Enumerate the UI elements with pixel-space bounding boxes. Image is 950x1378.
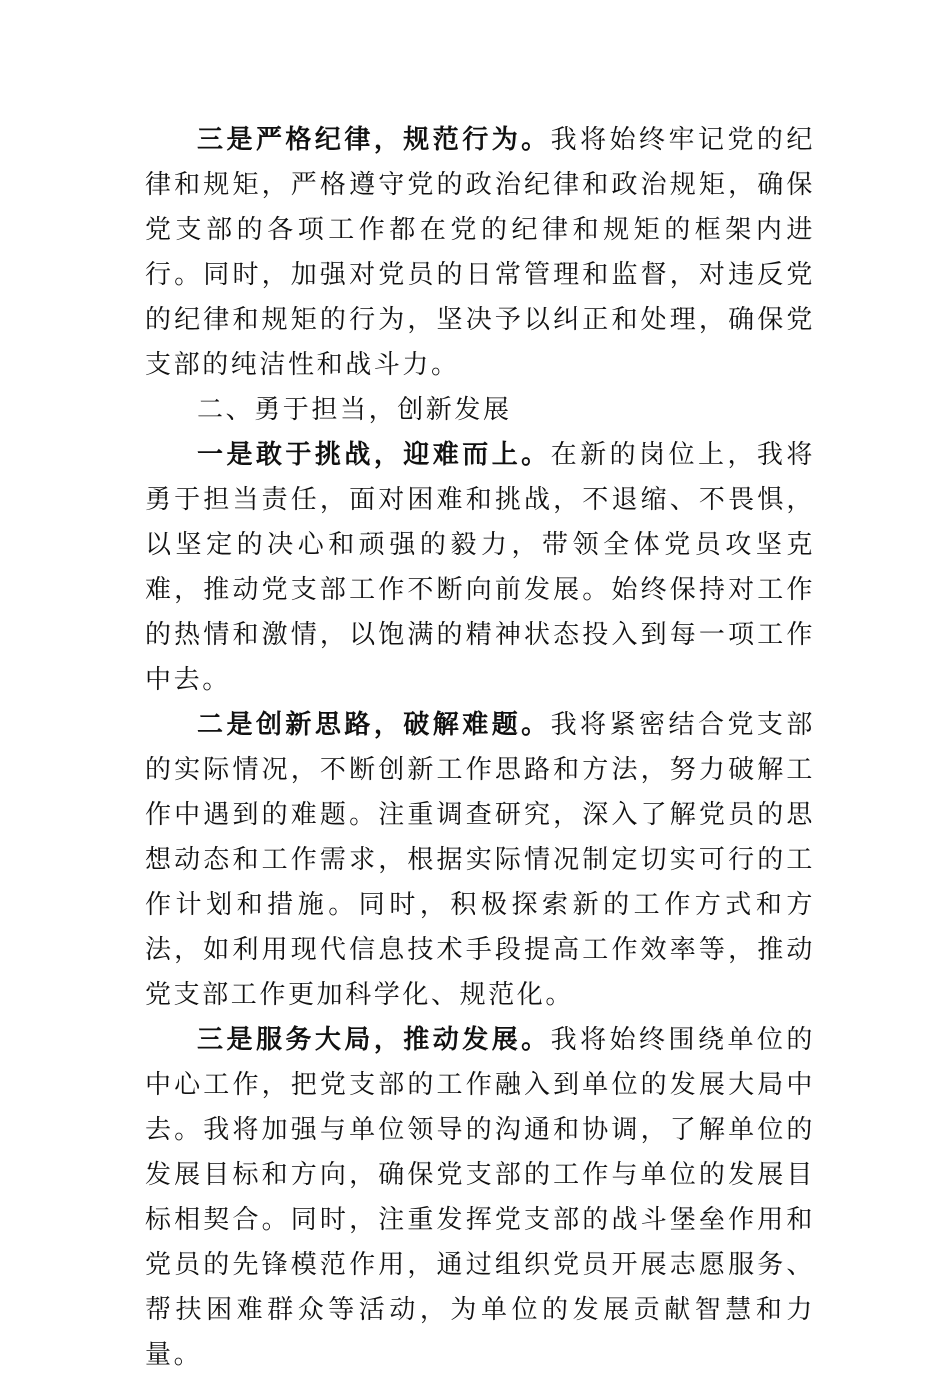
paragraph-lead: 三是严格纪律，规范行为。 (197, 125, 551, 155)
paragraph-lead: 一是敢于挑战，迎难而上。 (197, 440, 551, 470)
paragraph-serve-overall (145, 1018, 815, 1378)
paragraph-dare-challenge (145, 433, 815, 703)
paragraph-lead: 三是服务大局，推动发展。 (197, 1025, 551, 1055)
paragraph-lead: 二是创新思路，破解难题。 (197, 710, 551, 740)
paragraph-body: 我将始终牢记党的纪律和规矩，严格遵守党的政治纪律和政治规矩，确保党支部的各项工作都在党的纪律和规矩的框架内进行。同时，加强对党员的日常管理和监督，对违反党的纪律和规矩的行为，坚决予以纠正和处理，确保党支部的纯洁性和战斗力。 (145, 125, 815, 380)
paragraph-body: 我将始终围绕单位的中心工作，把党支部的工作融入到单位的发展大局中去。我将加强与单位领导的沟通和协调，了解单位的发展目标和方向，确保党支部的工作与单位的发展目标相契合。同时，注重发挥党支部的战斗堡垒作用和党员的先锋模范作用，通过组织党员开展志愿服务、帮扶困难群众等活动，为单位的发展贡献智慧和力量。 (145, 1025, 815, 1370)
paragraph-strict-discipline (145, 118, 815, 388)
paragraph-body: 我将紧密结合党支部的实际情况，不断创新工作思路和方法，努力破解工作中遇到的难题。注重调查研究，深入了解党员的思想动态和工作需求，根据实际情况制定切实可行的工作计划和措施。同时，积极探索新的工作方式和方法，如利用现代信息技术手段提高工作效率等，推动党支部工作更加科学化、规范化。 (145, 710, 815, 1010)
paragraph-innovative-thinking (145, 703, 815, 1018)
paragraph-body: 在新的岗位上，我将勇于担当责任，面对困难和挑战，不退缩、不畏惧，以坚定的决心和顽强的毅力，带领全体党员攻坚克难，推动党支部工作不断向前发展。始终保持对工作的热情和激情，以饱满的精神状态投入到每一项工作中去。 (145, 440, 815, 695)
document-page (145, 118, 815, 1378)
section-heading: 二、勇于担当，创新发展 (197, 395, 512, 425)
